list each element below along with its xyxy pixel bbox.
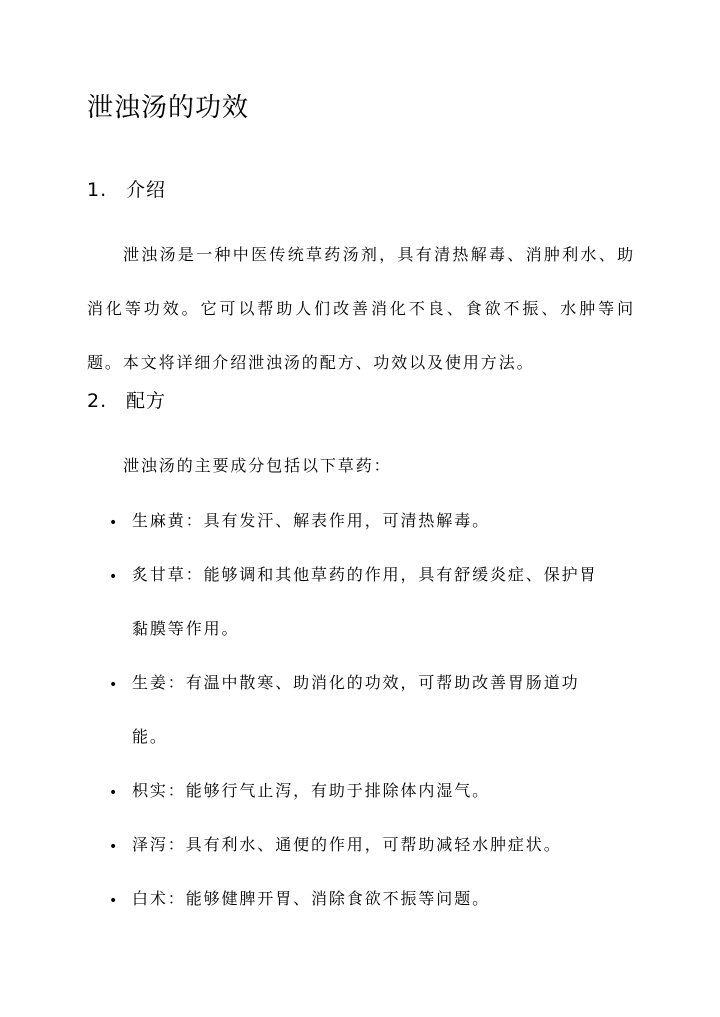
list-item	[87, 548, 635, 656]
section-heading-intro	[87, 175, 166, 205]
list-item	[87, 818, 635, 872]
bullet-icon: •	[109, 515, 120, 531]
section-title: 介绍	[126, 179, 167, 201]
herb-list	[87, 494, 635, 926]
herb-text: 生姜：有温中散寒、助消化的功效，可帮助改善胃肠道功能。	[132, 673, 580, 746]
herb-text: 枳实：能够行气止泻，有助于排除体内湿气。	[132, 781, 491, 800]
page-title: 泄浊汤的功效	[87, 93, 250, 123]
herb-text: 生麻黄：具有发汗、解表作用，可清热解毒。	[132, 511, 491, 530]
bullet-icon: •	[109, 785, 120, 801]
bullet-icon: •	[109, 893, 120, 909]
intro-paragraph: 泄浊汤是一种中医传统草药汤剂，具有清热解毒、消肿利水、助消化等功效。它可以帮助人们改善消化不良、食欲不振、水肿等问题。本文将详细介绍泄浊汤的配方、功效以及使用方法。	[87, 245, 635, 372]
herb-text: 泽泻：具有利水、通便的作用，可帮助减轻水肿症状。	[132, 835, 562, 854]
list-item	[87, 656, 635, 764]
section-number: 1.	[87, 179, 108, 201]
section-heading-recipe	[87, 386, 166, 416]
section-title: 配方	[126, 390, 167, 412]
herb-text: 白术：能够健脾开胃、消除食欲不振等问题。	[132, 889, 491, 908]
herb-text: 炙甘草：能够调和其他草药的作用，具有舒缓炎症、保护胃黏膜等作用。	[132, 565, 598, 638]
list-item	[87, 494, 635, 548]
recipe-intro-paragraph: 泄浊汤的主要成分包括以下草药：	[123, 456, 392, 475]
list-item	[87, 872, 635, 926]
bullet-icon: •	[109, 569, 120, 585]
bullet-icon: •	[109, 839, 120, 855]
bullet-icon: •	[109, 677, 120, 693]
list-item	[87, 764, 635, 818]
section-number: 2.	[87, 390, 108, 412]
